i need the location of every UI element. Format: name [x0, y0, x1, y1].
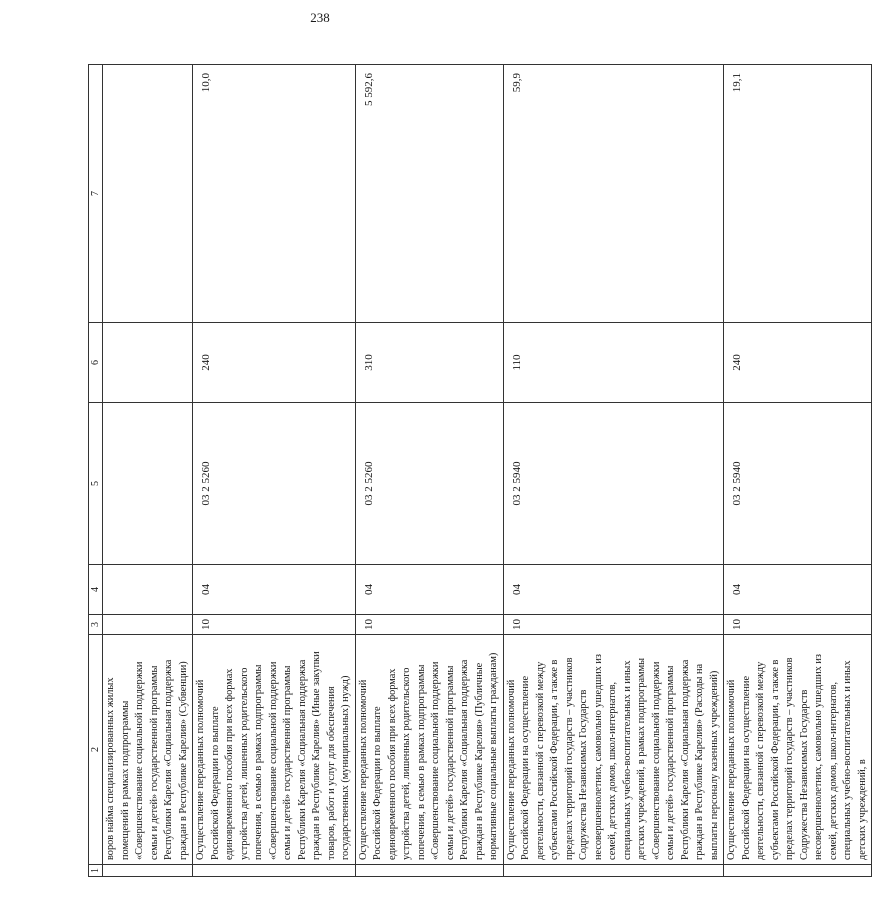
- column-number-4: 4: [89, 565, 103, 615]
- column-number-3: 3: [89, 615, 103, 635]
- column-number-6: 6: [89, 323, 103, 403]
- subsection-code: [103, 565, 193, 615]
- table-row: [193, 65, 356, 877]
- expense-type-code: 110: [503, 323, 724, 403]
- row-index-cell: [103, 865, 193, 877]
- target-article-code: [103, 403, 193, 565]
- amount-value: 19,1: [724, 65, 872, 323]
- target-article-code: 03 2 5940: [503, 403, 724, 565]
- row-index-cell: [355, 865, 503, 877]
- expense-description: воров найма специализированных жилых помещений в рамках подпрограммы «Совершенствование социальной поддержки семьи и детей» государственной программы Республики Карелия «Социальная поддержка граждан в Республике Карелия» (Субвенции): [103, 635, 193, 865]
- target-article-code: 03 2 5940: [724, 403, 872, 565]
- row-index-cell: [193, 865, 356, 877]
- subsection-code: 04: [355, 565, 503, 615]
- column-number-5: 5: [89, 403, 103, 565]
- row-index-cell: [503, 865, 724, 877]
- amount-value: 59,9: [503, 65, 724, 323]
- expense-type-code: 240: [724, 323, 872, 403]
- target-article-code: 03 2 5260: [193, 403, 356, 565]
- section-code: 10: [503, 615, 724, 635]
- section-code: 10: [193, 615, 356, 635]
- expense-description: Осуществление переданных полномочий Российской Федерации на осуществление деятельности, связанной с перевозкой между субъектами Российской Федерации, а также в пределах территорий государств – участников Содружества Независимых Государств несовершеннолетних, самовольно ушедших из семей, детских домов, школ-интернатов, специальных учебно-воспитательных и иных детских учреждений, в: [724, 635, 872, 865]
- target-article-code: 03 2 5260: [355, 403, 503, 565]
- column-number-2: 2: [89, 635, 103, 865]
- expense-type-code: [103, 323, 193, 403]
- page-number: 238: [310, 10, 330, 25]
- table-row: [503, 65, 724, 877]
- column-number-7: 7: [89, 65, 103, 323]
- subsection-code: 04: [503, 565, 724, 615]
- subsection-code: 04: [724, 565, 872, 615]
- subsection-code: 04: [193, 565, 356, 615]
- expense-description: Осуществление переданных полномочий Российской Федерации на осуществление деятельности, связанной с перевозкой между субъектами Российской Федерации, а также в пределах территорий государств – участников Содружества Независимых Государств несовершеннолетних, самовольно ушедших из семей, детских домов, школ-интернатов, специальных учебно-воспитательных и иных детских учреждений, в рамках подпрограммы «Совершенствование социальной поддержки семьи и детей» государственной программы Республики Карелия «Социальная поддержка граждан в Республике Карелия» (Расходы на выплаты персоналу казенных учреждений): [503, 635, 724, 865]
- section-code: [103, 615, 193, 635]
- amount-value: 5 592,6: [355, 65, 503, 323]
- column-number-1: 1: [89, 865, 103, 877]
- table-row: [103, 65, 193, 877]
- section-code: 10: [724, 615, 872, 635]
- table-row: [724, 65, 872, 877]
- column-header-row: [89, 65, 103, 877]
- expense-type-code: 310: [355, 323, 503, 403]
- amount-value: [103, 65, 193, 323]
- rotated-budget-table: [88, 65, 868, 877]
- section-code: 10: [355, 615, 503, 635]
- row-index-cell: [724, 865, 872, 877]
- table-row: [355, 65, 503, 877]
- expense-description: Осуществление переданных полномочий Российской Федерации по выплате единовременного пособия при всех формах устройства детей, лишенных родительского попечения, в семью в рамках подпрограммы «Совершенствование социальной поддержки семьи и детей» государственной программы Республики Карелия «Социальная поддержка граждан в Республике Карелия» (Публичные нормативные социальные выплаты гражданам): [355, 635, 503, 865]
- expense-description: Осуществление переданных полномочий Российской Федерации по выплате единовременного пособия при всех формах устройства детей, лишенных родительского попечения, в семью в рамках подпрограммы «Совершенствование социальной поддержки семьи и детей» государственной программы Республики Карелия «Социальная поддержка граждан в Республике Карелия» (Иные закупки товаров, работ и услуг для обеспечения государственных (муниципальных) нужд): [193, 635, 356, 865]
- budget-table: [88, 64, 872, 877]
- expense-type-code: 240: [193, 323, 356, 403]
- amount-value: 10,0: [193, 65, 356, 323]
